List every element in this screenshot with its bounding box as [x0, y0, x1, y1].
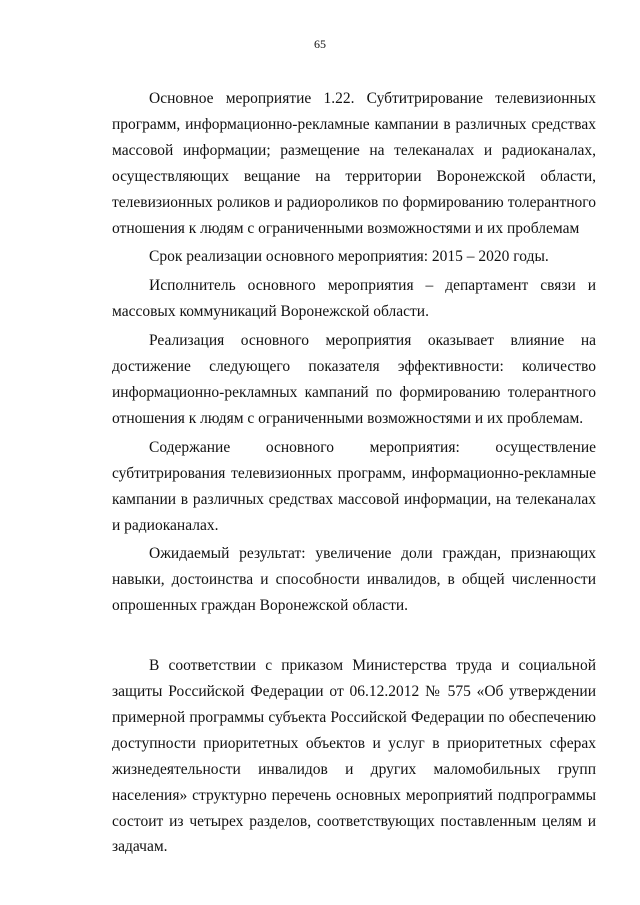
- body-text: [112, 86, 596, 863]
- paragraph-ministry-order: В соответствии с приказом Министерства труда и социальной защиты Российской Федерации от 06.12.2012 № 575 «Об утверждении примерной программы субъекта Российской Федерации по обеспечению доступности приоритетных объектов и услуг в приоритетных сферах жизнедеятельности инвалидов и других маломобильных групп населения» структурно перечень основных мероприятий подпрограммы состоит из четырех разделов, соответствующих поставленным целям и задачам.: [112, 657, 596, 856]
- paragraph-implementation-period: Срок реализации основного мероприятия: 2015 – 2020 годы.: [149, 248, 549, 266]
- paragraph-executor: Исполнитель основного мероприятия – департамент связи и массовых коммуникаций Воронежской области.: [112, 277, 596, 321]
- paragraph-main-activity: Основное мероприятие 1.22. Субтитрирование телевизионных программ, информационно-рекламные кампании в различных средствах массовой информации; размещение на телеканалах и радиоканалах, осуществляющих вещание на территории Воронежской области, телевизионных роликов и радиороликов по формированию толерантного отношения к людям с ограниченными возможностями и их проблемам: [112, 90, 596, 237]
- paragraph-gap: [112, 622, 596, 653]
- paragraph-expected-result: Ожидаемый результат: увеличение доли граждан, признающих навыки, достоинства и способности инвалидов, в общей численности опрошенных граждан Воронежской области.: [112, 545, 596, 615]
- paragraph-impact: Реализация основного мероприятия оказывает влияние на достижение следующего показателя эффективности: количество информационно-рекламных кампаний по формированию толерантного отношения к людям с ограниченными возможностями и их проблемам.: [112, 332, 596, 427]
- paragraph-content: Содержание основного мероприятия: осуществление субтитрирования телевизионных программ, информационно-рекламные кампании в различных средствах массовой информации, на телеканалах и радиоканалах.: [112, 438, 596, 534]
- page-number: 65: [314, 37, 326, 51]
